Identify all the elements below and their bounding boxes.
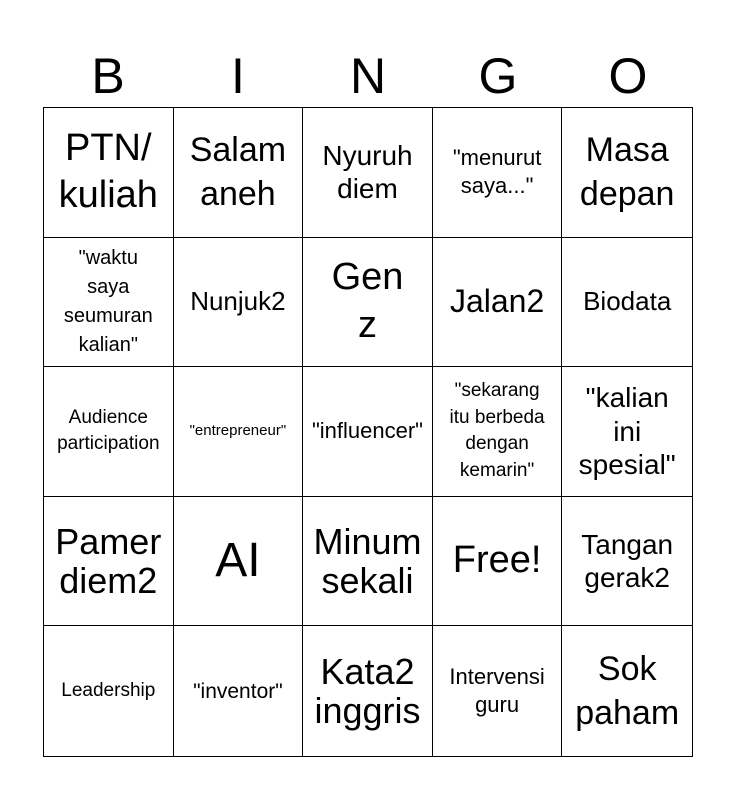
cell-label: Pamer diem2 [55, 520, 162, 602]
header-letter-i: I [231, 48, 245, 104]
bingo-cell[interactable] [433, 238, 563, 368]
bingo-cell[interactable] [174, 367, 304, 497]
bingo-cell[interactable] [303, 367, 433, 497]
cell-label: "inventor" [193, 679, 283, 703]
bingo-cell[interactable] [303, 108, 433, 238]
bingo-cell[interactable] [44, 108, 174, 238]
header-letter-b: B [91, 48, 125, 104]
bingo-cell[interactable] [433, 108, 563, 238]
bingo-cell[interactable] [44, 626, 174, 756]
cell-label: Minum sekali [313, 520, 422, 602]
free-space-label: Free! [452, 539, 542, 582]
cell-label: Biodata [583, 285, 672, 316]
cell-label: Leadership [61, 679, 156, 701]
cell-label: Sok paham [575, 650, 680, 733]
cell-label: Gen z [331, 256, 404, 346]
cell-label: Intervensi guru [449, 663, 545, 718]
bingo-cell[interactable] [44, 497, 174, 627]
cell-label: "menurut saya..." [452, 144, 542, 199]
bingo-cell[interactable] [174, 238, 304, 368]
bingo-cell[interactable] [562, 497, 692, 627]
bingo-cell[interactable] [433, 367, 563, 497]
bingo-cell[interactable] [562, 626, 692, 756]
cell-label: Tangan gerak2 [581, 528, 674, 594]
bingo-cell[interactable] [562, 108, 692, 238]
cell-label: Salam aneh [189, 131, 287, 214]
bingo-cell[interactable] [174, 108, 304, 238]
bingo-grid [43, 107, 693, 757]
header-letter-n: N [349, 48, 387, 104]
cell-label: "sekarang itu berbeda dengan kemarin" [449, 380, 545, 482]
cell-label: "influencer" [311, 418, 423, 444]
cell-label: "kalian ini spesial" [578, 382, 676, 481]
cell-label: "waktu saya seumuran kalian" [63, 246, 153, 356]
cell-label: Nyuruh diem [322, 139, 413, 205]
cell-label: AI [215, 533, 261, 587]
cell-label: Audience participation [57, 406, 160, 455]
bingo-header [43, 44, 693, 108]
bingo-cell[interactable] [303, 626, 433, 756]
bingo-cell[interactable] [44, 367, 174, 497]
bingo-cell[interactable] [303, 497, 433, 627]
bingo-cell[interactable] [44, 238, 174, 368]
cell-label: Kata2 inggris [314, 650, 421, 732]
bingo-cell[interactable] [562, 238, 692, 368]
bingo-cell[interactable] [174, 497, 304, 627]
bingo-cell[interactable] [174, 626, 304, 756]
header-letter-g: G [478, 48, 518, 104]
bingo-cell[interactable] [303, 238, 433, 368]
bingo-cell[interactable] [562, 367, 692, 497]
free-space-cell[interactable] [433, 497, 563, 627]
cell-label: Masa depan [579, 131, 675, 214]
bingo-cell[interactable] [433, 626, 563, 756]
cell-label: Jalan2 [449, 283, 545, 320]
header-letter-o: O [608, 48, 648, 104]
cell-label: "entrepreneur" [189, 422, 287, 440]
cell-label: Nunjuk2 [190, 285, 286, 316]
cell-label: PTN/ kuliah [58, 126, 158, 217]
